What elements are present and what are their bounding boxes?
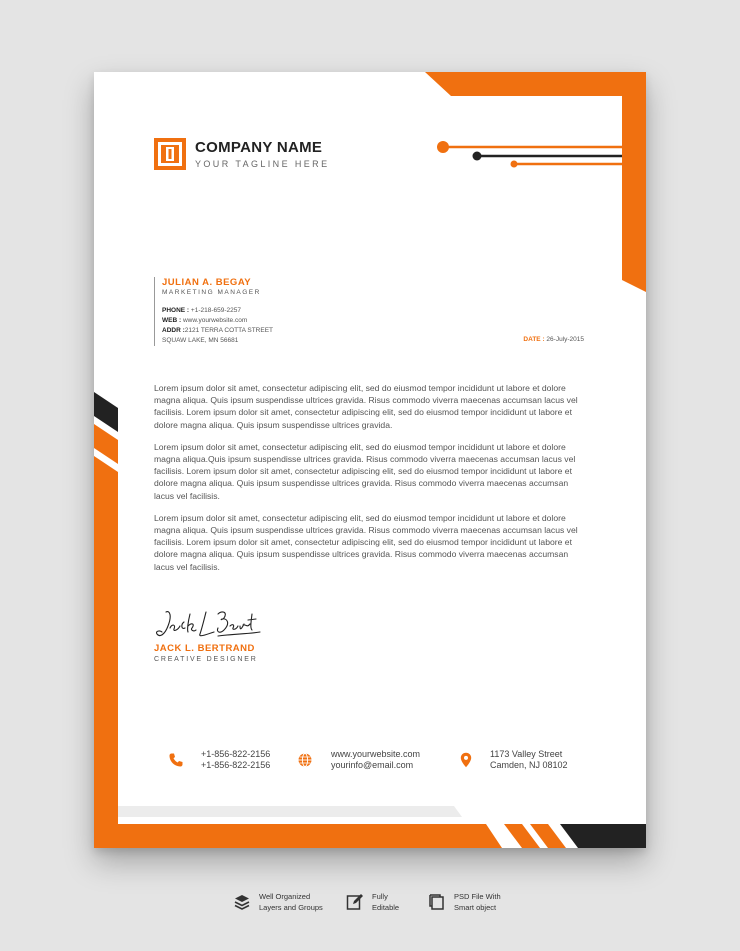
body-paragraph: Lorem ipsum dolor sit amet, consectetur adipiscing elit, sed do eiusmod tempor incididunt ut labore et dolore magna aliqua.Quis ipsum suspendisse ultrices gravida. Risus commodo viverra maecenas accumsan lacus vel facilisis. Lorem ipsum dolor sit amet, consectetur adipiscing elit, sed do eiusmod tempor incididunt ut labore et dolore magna aliqua. Quis ipsum suspendisse ultrices gravida. Risus commodo viverra maecenas accumsan lacus vel facilisis.: [154, 441, 576, 501]
footer-phone: [168, 749, 270, 770]
phone-label: PHONE :: [162, 307, 190, 314]
addr-label: ADDR :: [162, 327, 185, 334]
sender-addr-line2: SQUAW LAKE, MN 56681: [162, 337, 239, 344]
feature-layers-line2: Layers and Groups: [259, 902, 323, 912]
circuit-lines-decoration: [437, 141, 622, 168]
layers-icon: [233, 893, 251, 911]
footer-website[interactable]: www.yourwebsite.com: [331, 749, 421, 759]
sender-title: MARKETING MANAGER: [162, 289, 261, 296]
sender-addr-line: [162, 326, 273, 336]
sender-phone: +1-218-659-2257: [190, 307, 241, 314]
handwritten-signature: [152, 604, 262, 644]
edit-icon: [346, 893, 364, 911]
sender-block: [154, 277, 273, 346]
feature-psd-line1: PSD File With: [454, 892, 501, 901]
sender-web: www.yourwebsite.com: [182, 317, 248, 324]
date-line: [523, 336, 584, 343]
signer-title: CREATIVE DESIGNER: [154, 656, 258, 663]
bottom-gray-strip: [118, 806, 462, 817]
feature-editable-line2: Editable: [372, 902, 400, 912]
footer-address-1: 1173 Valley Street: [490, 749, 563, 759]
sender-phone-line: [162, 306, 273, 316]
letter-body: [154, 382, 587, 583]
feature-layers-line1: Well Organized: [259, 892, 311, 901]
web-label: WEB :: [162, 317, 182, 324]
location-pin-icon: [458, 752, 474, 768]
sender-addr-line1: 2121 TERRA COTTA STREET: [184, 327, 274, 334]
footer-address: [458, 749, 568, 770]
left-stripes-decoration: [94, 392, 118, 464]
footer-email[interactable]: yourinfo@email.com: [331, 759, 414, 770]
top-right-frame: [425, 72, 646, 292]
feature-layers: [233, 892, 323, 913]
feature-editable-line1: Fully: [372, 892, 388, 901]
company-tagline: YOUR TAGLINE HERE: [195, 159, 330, 169]
feature-psd-line2: Smart object: [454, 902, 497, 912]
file-icon: [428, 893, 446, 911]
globe-icon: [297, 752, 313, 768]
company-logo-icon: [154, 138, 186, 170]
bottom-right-stripes-decoration: [504, 824, 646, 848]
footer-address-2: Camden, NJ 08102: [490, 759, 568, 770]
letterhead-page: [94, 72, 646, 848]
phone-icon: [168, 752, 184, 768]
date-value: 26-July-2015: [546, 336, 584, 343]
body-paragraph: Lorem ipsum dolor sit amet, consectetur adipiscing elit, sed do eiusmod tempor incididunt ut labore et dolore magna aliqua. Quis ipsum suspendisse ultrices gravida. Risus commodo viverra maecenas accumsan lacus vel facilisis. Lorem ipsum dolor sit amet, consectetur adipiscing elit, sed do eiusmod tempor incididunt ut labore et dolore magna aliqua. Quis ipsum suspendisse ultrices gravida.: [154, 383, 578, 430]
feature-editable: [346, 892, 399, 913]
footer-phone-1: +1-856-822-2156: [201, 749, 271, 759]
sender-name: JULIAN A. BEGAY: [162, 277, 252, 288]
signer-name: JACK L. BERTRAND: [154, 643, 255, 654]
sender-web-line: [162, 316, 273, 326]
date-label: DATE :: [523, 336, 545, 343]
body-paragraph: Lorem ipsum dolor sit amet, consectetur adipiscing elit, sed do eiusmod tempor incididunt ut labore et dolore magna aliqua. Quis ipsum suspendisse ultrices gravida. Risus commodo viverra maecenas accumsan lacus vel facilisis. Lorem ipsum dolor sit amet, consectetur adipiscing elit, sed do eiusmod tempor incididunt ut labore et dolore magna aliqua. Quis ipsum suspendisse ultrices gravida. Risus commodo viverra maecenas accumsan lacus vel facilisis.: [154, 512, 578, 572]
feature-psd: [428, 892, 501, 913]
footer-phone-2: +1-856-822-2156: [201, 759, 271, 770]
company-name: COMPANY NAME: [195, 139, 323, 156]
footer-web: [297, 749, 420, 770]
